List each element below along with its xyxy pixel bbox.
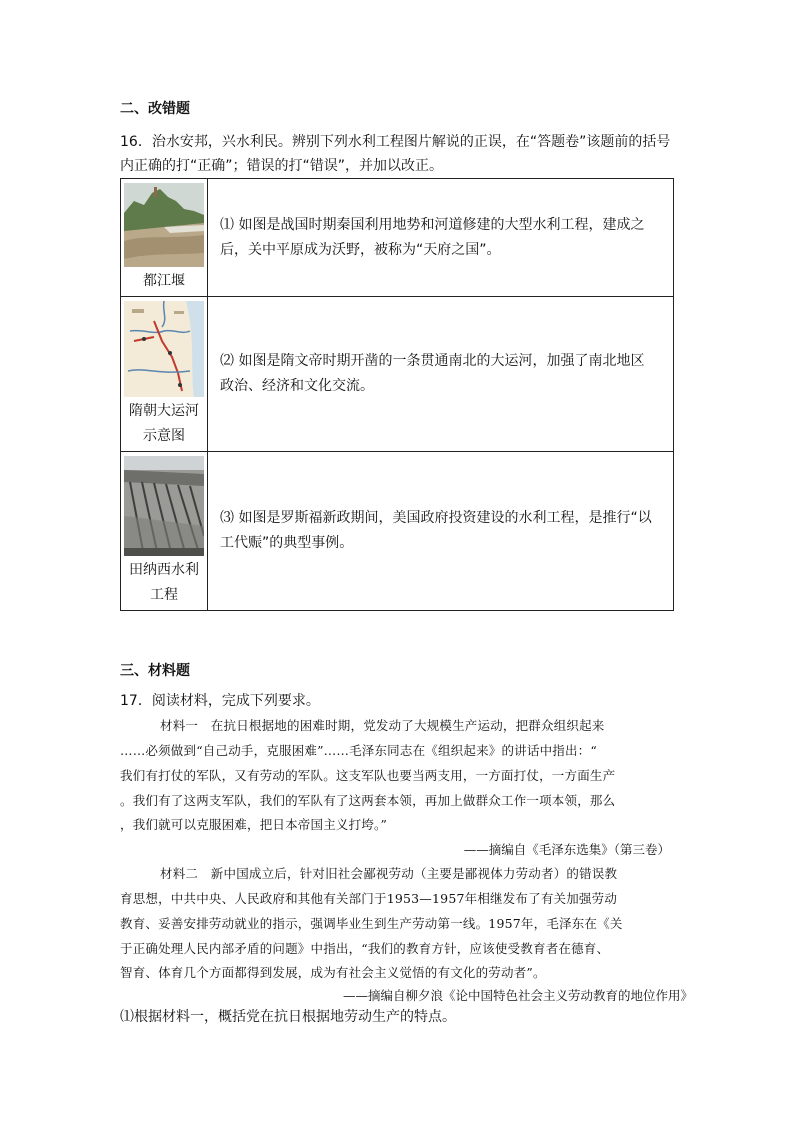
statement-line: ⑵ 如图是隋文帝时期开凿的一条贯通南北的大运河，加强了南北地区: [220, 353, 645, 369]
section-3-title: 三、材料题: [120, 663, 190, 679]
table-row: [121, 179, 674, 297]
caption-line: 隋朝大运河: [129, 403, 199, 419]
statement-line: 后，关中平原成为沃野，被称为“天府之国”。: [220, 241, 501, 258]
material-1-line: 。我们有了这两支军队，我们的军队有了这两套本领，再加上做群众工作一项本领，那么: [120, 793, 616, 808]
material-2-source: ——摘编自柳夕浪《论中国特色社会主义劳动教育的地位作用》: [342, 988, 693, 1003]
statement-line: ⑴ 如图是战国时期秦国利用地势和河道修建的大型水利工程，建成之: [220, 216, 645, 233]
material-1-line: ……必须做到“自己动手，克服困难”……毛泽东同志在《组织起来》的讲话中指出：“: [120, 743, 597, 758]
sub-question-1: ⑴根据材料一，概括党在抗日根据地劳动生产的特点。: [120, 1009, 456, 1025]
image-cell: [121, 297, 208, 452]
material-1-line: ，我们就可以克服困难，把日本帝国主义打垮。”: [120, 817, 388, 832]
statement-cell: [208, 452, 674, 611]
image-caption: [121, 267, 207, 296]
tennessee-dam-photo: [124, 456, 204, 556]
caption-line: 示意图: [143, 428, 185, 444]
material-2-line: 育思想，中共中央、人民政府和其他有关部门于1953—1957年相继发布了有关加强劳动: [120, 891, 618, 906]
question-17-intro: 17．阅读材料，完成下列要求。: [120, 693, 320, 709]
grand-canal-map: [124, 301, 204, 397]
material-2-line: 教育、妥善安排劳动就业的指示，强调毕业生到生产劳动第一线。1957年，毛泽东在《关: [120, 916, 623, 931]
dujiangyan-photo: [124, 183, 204, 267]
statement-line: 政治、经济和文化交流。: [220, 378, 374, 394]
material-2-line: 材料二 新中国成立后，针对旧社会鄙视劳动（主要是鄙视体力劳动者）的错误教: [160, 866, 618, 881]
statement-cell: [208, 179, 674, 297]
image-caption: [121, 556, 207, 610]
caption-line: 田纳西水利: [129, 562, 199, 578]
statement-line: ⑶ 如图是罗斯福新政期间，美国政府投资建设的水利工程，是推行“以: [220, 510, 652, 526]
section-2-title: 二、改错题: [120, 101, 190, 117]
statement-cell: [208, 297, 674, 452]
material-1-source: ——摘编自《毛泽东选集》（第三卷）: [463, 842, 670, 857]
material-2-line: 于正确处理人民内部矛盾的问题》中指出，“我们的教育方针，应该使受教育者在德育、: [120, 941, 610, 956]
image-caption: [121, 397, 207, 451]
material-1-line: 材料一 在抗日根据地的困难时期，党发动了大规模生产运动，把群众组织起来: [160, 718, 605, 733]
caption-line: 都江堰: [143, 273, 185, 289]
material-1-line: 我们有打仗的军队，又有劳动的军队。这支军队也要当两支用，一方面打仗，一方面生产: [120, 768, 616, 783]
image-cell: [121, 452, 208, 611]
question-16-line-2: 内正确的打“正确”；错误的打“错误”，并加以改正。: [120, 158, 444, 174]
table-row: [121, 297, 674, 452]
material-2-line: 智育、体育几个方面都得到发展，成为有社会主义觉悟的有文化的劳动者”。: [120, 965, 546, 980]
table-row: [121, 452, 674, 611]
image-cell: [121, 179, 208, 297]
caption-line: 工程: [150, 587, 178, 603]
water-projects-table: [120, 178, 674, 611]
question-16-line-1: 16．治水安邦，兴水利民。辨别下列水利工程图片解说的正误，在“答题卷”该题前的括号: [120, 134, 671, 150]
statement-line: 工代赈”的典型事例。: [220, 535, 354, 551]
